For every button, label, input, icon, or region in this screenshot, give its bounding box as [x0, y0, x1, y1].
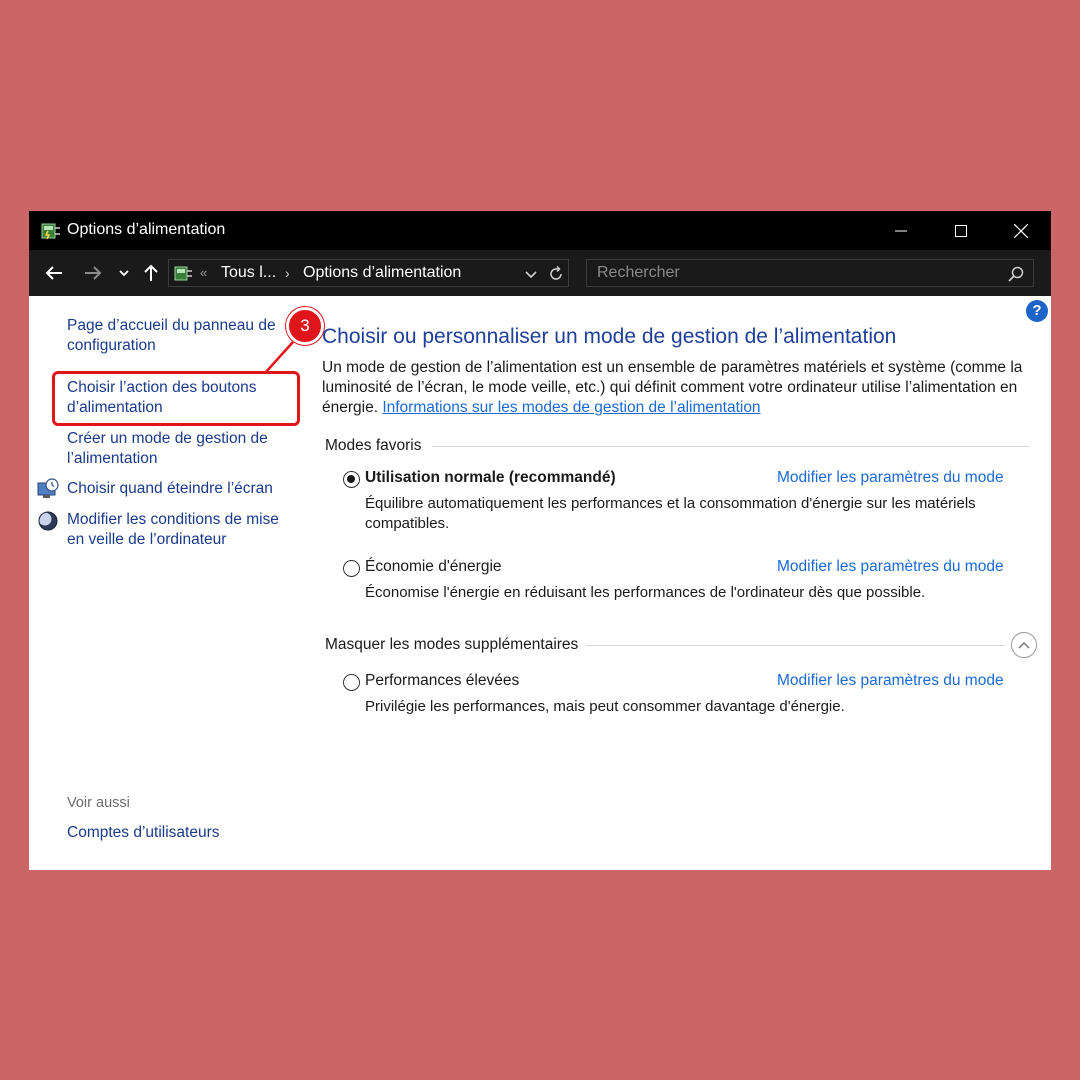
help-icon[interactable]: ?: [1026, 300, 1048, 322]
plan-description-balanced: Équilibre automatiquement les performances et la consommation d'énergie sur les matériels compatibles.: [365, 495, 976, 532]
power-options-app-icon: [39, 220, 61, 242]
close-icon: [1014, 224, 1028, 238]
address-box[interactable]: [168, 259, 569, 287]
plan-radio-high-performance[interactable]: [343, 674, 360, 691]
page-description-text: Un mode de gestion de l’alimentation est un ensemble de paramètres matériels et système (comme la luminosité de l’écran, le mode veille, etc.) qui définit comment votre ordinateur utilise l’alimentation en énergie.: [322, 359, 1023, 416]
chevron-down-icon[interactable]: [523, 266, 539, 282]
control-panel-icon: [173, 264, 193, 284]
arrow-up-icon: [143, 264, 159, 282]
sidebar-link-sleep-settings[interactable]: Modifier les conditions de mise en veille de l’ordinateur: [67, 511, 279, 548]
plan-description-power-saver: Économise l'énergie en réduisant les performances de l'ordinateur dès que possible.: [365, 584, 926, 601]
close-button[interactable]: [991, 211, 1051, 250]
plan-settings-link-power-saver[interactable]: Modifier les paramètres du mode: [777, 558, 1004, 575]
back-button[interactable]: [41, 260, 67, 286]
maximize-button[interactable]: [931, 211, 991, 250]
plan-name-power-saver[interactable]: Économie d'énergie: [365, 558, 502, 575]
forward-button[interactable]: [80, 260, 106, 286]
section-divider: [432, 446, 1029, 447]
maximize-icon: [955, 225, 967, 237]
annotation-step-badge: 3: [286, 307, 324, 345]
recent-locations-button[interactable]: [111, 260, 137, 286]
sidebar-link-control-panel-home[interactable]: Page d’accueil du panneau de configuration: [67, 317, 276, 354]
search-box[interactable]: [586, 259, 1034, 287]
power-plans-info-link[interactable]: Informations sur les modes de gestion de l’alimentation: [382, 399, 761, 416]
plan-name-balanced[interactable]: Utilisation normale (recommandé): [365, 469, 616, 486]
see-also-link-user-accounts[interactable]: Comptes d’utilisateurs: [67, 824, 220, 841]
favorites-section-title: Modes favoris: [325, 437, 422, 454]
window-title: Options d’alimentation: [67, 221, 226, 238]
minimize-button[interactable]: [871, 211, 931, 250]
section-divider: [586, 645, 1004, 646]
sidebar-link-turn-off-display[interactable]: Choisir quand éteindre l’écran: [67, 480, 273, 497]
plan-radio-power-saver[interactable]: [343, 560, 360, 577]
plan-description-high-performance: Privilégie les performances, mais peut consommer davantage d'énergie.: [365, 698, 845, 715]
minimize-icon: [895, 225, 907, 237]
power-options-window: [29, 211, 1051, 870]
sidebar-link-power-buttons[interactable]: Choisir l’action des boutons d’alimentation: [67, 379, 257, 416]
sidebar-link-create-plan[interactable]: Créer un mode de gestion de l’alimentation: [67, 430, 268, 467]
plan-name-high-performance[interactable]: Performances élevées: [365, 672, 520, 689]
collapse-section-button[interactable]: [1011, 632, 1037, 658]
see-also-heading: Voir aussi: [67, 795, 130, 811]
breadcrumb-all-items[interactable]: Tous l...: [221, 264, 277, 281]
search-icon[interactable]: [1007, 265, 1025, 283]
plan-radio-balanced[interactable]: [343, 471, 360, 488]
title-bar: [29, 211, 1051, 250]
chevron-down-icon: [119, 269, 129, 277]
refresh-icon[interactable]: [547, 265, 565, 283]
address-overflow-chevrons[interactable]: «: [200, 265, 208, 280]
search-input[interactable]: [587, 260, 997, 286]
moon-icon: [37, 510, 59, 532]
annotation-highlight-box: [52, 371, 300, 426]
chevron-up-icon: [1018, 641, 1030, 649]
breadcrumb-separator[interactable]: ›: [285, 265, 290, 281]
page-title: Choisir ou personnaliser un mode de gestion de l’alimentation: [322, 325, 897, 348]
plan-settings-link-high-performance[interactable]: Modifier les paramètres du mode: [777, 672, 1004, 689]
arrow-left-icon: [45, 265, 63, 281]
page-description: [322, 358, 1034, 418]
arrow-right-icon: [84, 265, 102, 281]
plan-settings-link-balanced[interactable]: Modifier les paramètres du mode: [777, 469, 1004, 486]
hidden-plans-section-title[interactable]: Masquer les modes supplémentaires: [325, 636, 579, 653]
display-clock-icon: [37, 478, 59, 500]
breadcrumb-power-options[interactable]: Options d’alimentation: [303, 264, 462, 281]
address-toolbar: [29, 250, 1051, 296]
up-button[interactable]: [138, 260, 164, 286]
